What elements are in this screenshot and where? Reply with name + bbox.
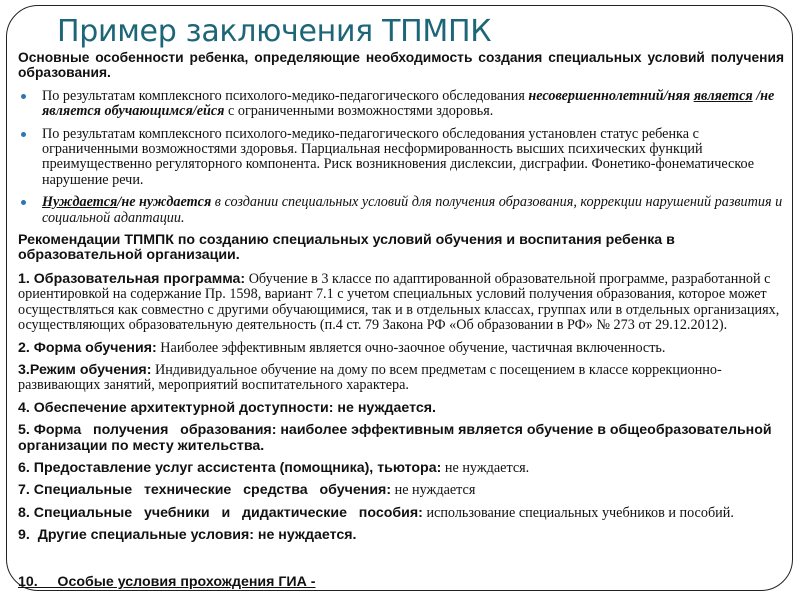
- item-text: Обучение в 3 классе по адаптированной образовательной программе, разработанной с ориентировкой на содержание Пр. 1598, вариант 7.1 с учетом специальных условий получения образования, которое может осуществляться как совместно с другими обучающимися, так и в отдельных классах, группах или в отдельных организациях, осуществляющих образовательную деятельность (п.4 ст. 79 Закона РФ «Об образовании в РФ» № 273 от 29.12.2012).: [18, 270, 780, 334]
- recommendation-item-6: [18, 461, 784, 476]
- finding-text: в создании специальных условий для получения образования, коррекции нарушений развития и социальной адаптации.: [42, 194, 783, 226]
- recommendation-item-4: [18, 401, 784, 416]
- finding-option: несовершеннолетний/няя: [528, 87, 694, 104]
- finding-option: /не является обучающимся/ейся: [42, 87, 775, 120]
- finding-item: [18, 89, 784, 120]
- slide-title: Пример заключения ТПМПК: [57, 14, 492, 49]
- findings-list: [18, 89, 784, 226]
- finding-option: /не нуждается: [117, 194, 212, 211]
- finding-option-selected: Нуждается: [42, 194, 118, 211]
- bullet-icon: [21, 94, 26, 99]
- item-label: 1. Образовательная программа:: [18, 270, 246, 287]
- finding-option-selected: является: [693, 87, 753, 104]
- bullet-icon: [21, 132, 26, 137]
- item-label: 8. Специальные учебники и дидактические пособия:: [18, 504, 423, 521]
- item-text: не нуждается: [391, 482, 476, 499]
- recommendation-item-1: [18, 272, 784, 334]
- item-text: не нуждается.: [441, 459, 530, 476]
- recommendation-item-5: [18, 423, 784, 454]
- recommendation-item-2: [18, 341, 784, 356]
- item-text: использование специальных учебников и пособий.: [422, 504, 734, 521]
- finding-item: [18, 195, 784, 226]
- recommendations-heading: Рекомендации ТПМПК по созданию специальных условий обучения и воспитания ребенка в образовательной организации.: [18, 232, 675, 264]
- recommendation-item-8: [18, 506, 784, 521]
- bullet-icon: [21, 200, 26, 205]
- recommendation-item-10: 10. Особые условия прохождения ГИА -: [18, 574, 316, 590]
- finding-text: с ограниченными возможностями здоровья.: [224, 103, 494, 120]
- item-label: 4. Обеспечение архитектурной доступности: не нуждается.: [18, 399, 436, 416]
- item-label: 2. Форма обучения:: [18, 339, 157, 356]
- finding-text: По результатам комплексного психолого-медико-педагогического обследования установлен статус ребенка с ограниченными возможностями здоровья. Парциальная несформированность высших психических функций преимущественно регуляторного компонента. Риск возникновения дислексии, дисграфии. Фонетико-фонематическое нарушение речи.: [42, 125, 755, 188]
- item-label: 7. Специальные технические средства обучения:: [18, 482, 392, 499]
- recommendation-item-7: [18, 483, 784, 498]
- item-label: 6. Предоставление услуг ассистента (помощника), тьютора:: [18, 459, 442, 476]
- recommendation-item-3: [18, 363, 784, 394]
- item-text: Индивидуальное обучение на дому по всем предметам с посещением в классе коррекционно-развивающих занятий, мероприятий воспитательного характера.: [18, 361, 722, 394]
- finding-item: [18, 127, 784, 189]
- finding-text: По результатам комплексного психолого-медико-педагогического обследования: [42, 87, 529, 104]
- item-text: Наиболее эффективным является очно-заочное обучение, частичная включенность.: [156, 339, 666, 356]
- recommendation-item-9: [18, 528, 784, 543]
- slide-content: [18, 50, 784, 551]
- item-label: 9. Другие специальные условия: не нуждается.: [18, 527, 357, 544]
- item-label: 3.Режим обучения:: [18, 361, 152, 378]
- intro-heading: Основные особенности ребенка, определяющие необходимость создания специальных условий получения образования.: [18, 50, 784, 81]
- item-label: 5. Форма получения образования: наиболее эффективным является обучение в общеобразовательной организации по месту жительства.: [18, 422, 776, 454]
